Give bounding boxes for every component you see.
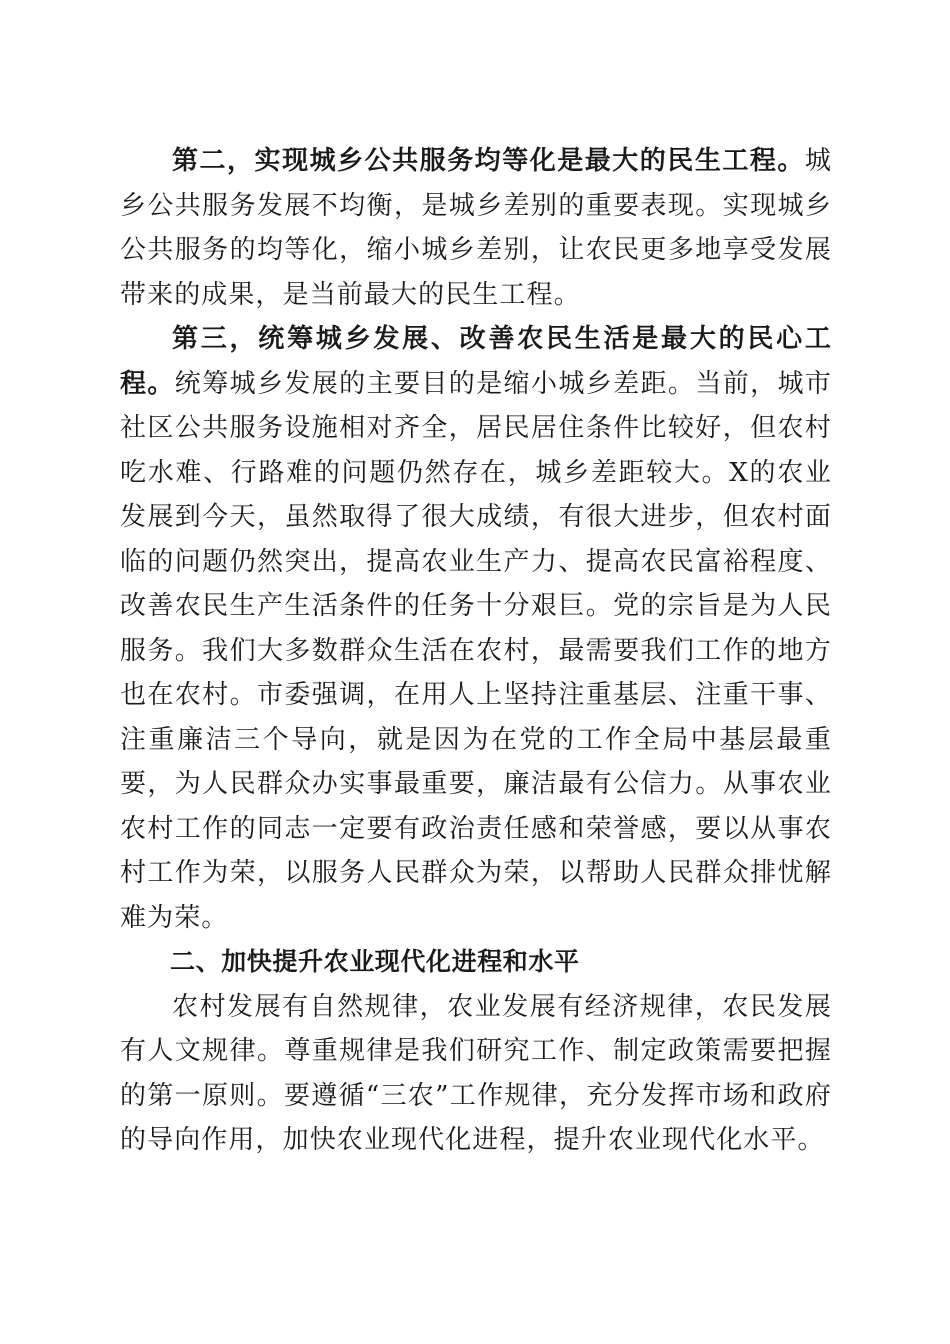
paragraph-third-point [120,317,832,940]
paragraph-text: 统筹城乡发展的主要目的是缩小城乡差距。当前，城市社区公共服务设施相对齐全，居民居住条件比较好，但农村吃水难、行路难的问题仍然存在，城乡差距较大。X的农业发展到今天，虽然取得了很大成绩，有很大进步，但农村面临的问题仍然突出，提高农业生产力、提高农民富裕程度、改善农民生产生活条件的任务十分艰巨。党的宗旨是为人民服务。我们大多数群众生活在农村，最需要我们工作的地方也在农村。市委强调，在用人上坚持注重基层、注重干事、注重廉洁三个导向，就是因为在党的工作全局中基层最重要，为人民群众办实事最重要，廉洁最有公信力。从事农业农村工作的同志一定要有政治责任感和荣誉感，要以从事农村工作为荣，以服务人民群众为荣，以帮助人民群众排忧解难为荣。 [120,368,832,933]
section-heading: 二、加快提升农业现代化进程和水平 [170,947,580,976]
paragraph-closing: 农村发展有自然规律，农业发展有经济规律，农民发展有人文规律。尊重规律是我们研究工作、制定政策需要把握的第一原则。要遵循“三农”工作规律，充分发挥市场和政府的导向作用，加快农业现代化进程，提升农业现代化水平。 [120,991,832,1155]
paragraph-lead: 第二，实现城乡公共服务均等化是最大的民生工程。 [172,146,805,176]
paragraph-text: 城乡公共服务发展不均衡，是城乡差别的重要表现。实现城乡公共服务的均等化，缩小城乡差别，让农民更多地享受发展带来的成果，是当前最大的民生工程。 [120,146,832,310]
document-body [120,139,832,1163]
paragraph-lead: 第三，统筹城乡发展、改善农民生活是最大的民心工程。 [120,324,832,399]
paragraph-second-point [120,139,832,317]
